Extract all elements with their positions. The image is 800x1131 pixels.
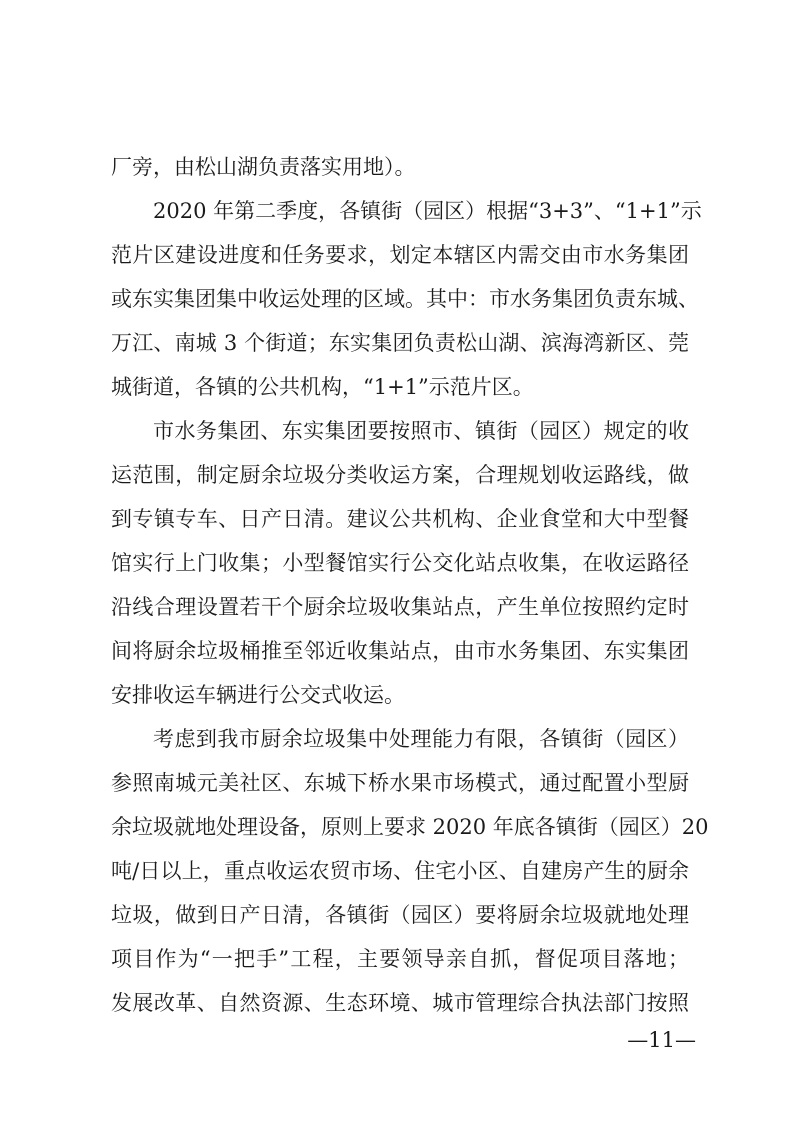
text-line: 吨/日以上，重点收运农贸市场、住宅小区、自建房产生的厨余 [111,859,689,883]
text-line: 万江、南城 3 个街道；东实集团负责松山湖、滨海湾新区、莞 [111,331,689,355]
text-line: 发展改革、自然资源、生态环境、城市管理综合执法部门按照 [111,991,689,1015]
text-line: 厂旁，由松山湖负责落实用地）。 [111,155,416,179]
text-line: 参照南城元美社区、东城下桥水果市场模式，通过配置小型厨 [111,771,689,795]
text-line: 或东实集团集中收运处理的区域。其中：市水务集团负责东城、 [111,287,699,311]
text-line: 沿线合理设置若干个厨余垃圾收集站点，产生单位按照约定时 [111,595,689,619]
text-line: 市水务集团、东实集团要按照市、镇街（园区）规定的收 [153,419,689,443]
text-line: 城街道，各镇的公共机构，“1+1”示范片区。 [111,375,534,399]
text-line: 到专镇专车、日产日清。建议公共机构、企业食堂和大中型餐 [111,507,689,531]
text-line: 运范围，制定厨余垃圾分类收运方案，合理规划收运路线，做 [111,463,689,487]
text-line: 考虑到我市厨余垃圾集中处理能力有限，各镇街（园区） [153,727,689,751]
page-number: —11— [627,1028,696,1052]
text-line: 馆实行上门收集；小型餐馆实行公交化站点收集，在收运路径 [111,551,689,575]
text-line: 间将厨余垃圾桶推至邻近收集站点，由市水务集团、东实集团 [111,639,689,663]
text-line: 垃圾，做到日产日清，各镇街（园区）要将厨余垃圾就地处理 [111,903,689,927]
text-line: 余垃圾就地处理设备，原则上要求 2020 年底各镇街（园区）20 [111,815,709,839]
text-line: 安排收运车辆进行公交式收运。 [111,683,405,707]
text-line: 范片区建设进度和任务要求，划定本辖区内需交由市水务集团 [111,243,689,267]
text-line: 项目作为“一把手”工程，主要领导亲自抓，督促项目落地； [111,947,689,971]
text-line: 2020 年第二季度，各镇街（园区）根据“3+3”、“1+1”示 [153,199,702,223]
